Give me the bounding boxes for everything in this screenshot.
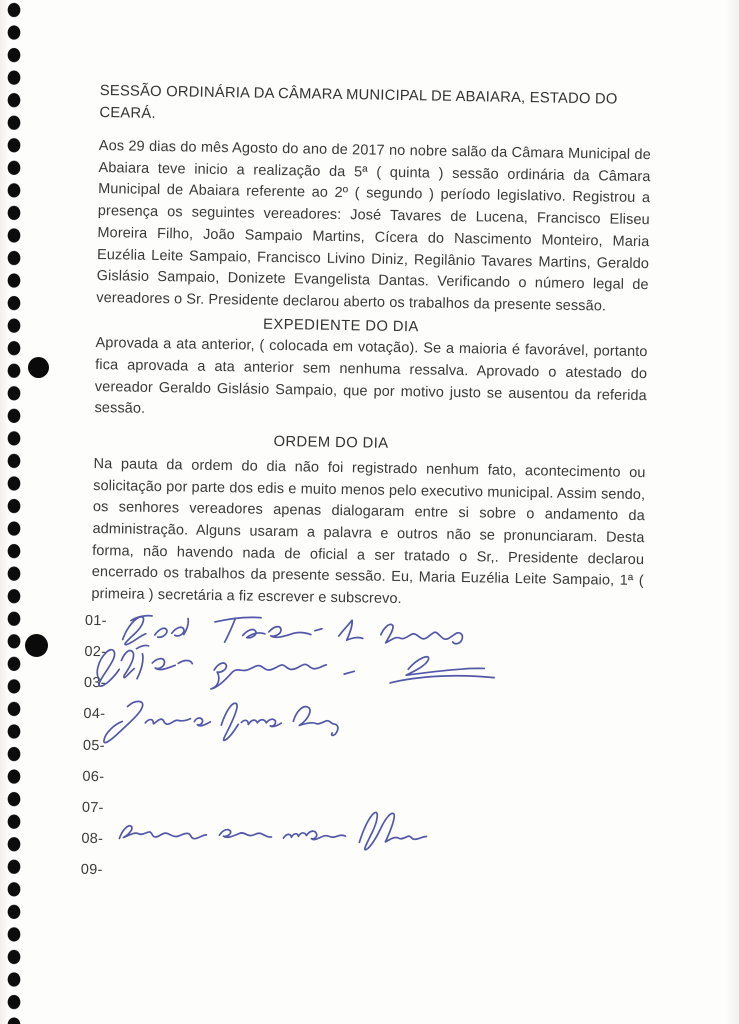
signature-line-label: 07- bbox=[81, 799, 104, 817]
signature-line-label: 02- bbox=[84, 643, 107, 661]
section-body-ordem: Na pauta da ordem do dia não foi registrado nenhum fato, acontecimento ou solicitação por parte dos edis e muito menos pelo executivo municipal. Assim sendo, os senhores vereadores apenas dialogaram entre si sobre o andamento da administração. Alguns usaram a palavra e outros não se pronunciaram. Desta forma, não havendo nada de oficial a ser tratado o Sr,. Presidente declarou encerrado os trabalhos da presente sessão. Eu, Maria Euzélia Leite Sampaio, 1ª ( primeira ) secretária a fiz escrever e subscrevo. bbox=[91, 455, 646, 608]
document-title: SESSÃO ORDINÁRIA DA CÂMARA MUNICIPAL DE ABAIARA, ESTADO DO CEARÁ. bbox=[99, 82, 618, 122]
opening-paragraph: Aos 29 dias do mês Agosto do ano de 2017 no nobre salão da Câmara Municipal de Abaiara teve inicio a realização da 5ª ( quinta ) sessão ordinária da Câmara Municipal de Abaiara referente ao 2º ( segundo ) período legislativo. Registrou a presença os seguintes vereadores: José Tavares de Lucena, Francisco Eliseu Moreira Filho, João Sampaio Martins, Cícera do Nascimento Monteiro, Maria Euzélia Leite Sampaio, Francisco Livino Diniz, Regilânio Tavares Martins, Geraldo Gislásio Sampaio, Donizete Evangelista Dantas. Verificando o número legal de vereadores o Sr. Presidente declarou aberto os trabalhos da presente sessão. bbox=[96, 137, 651, 315]
signature-line-08-scribble bbox=[113, 802, 449, 866]
binding-holes bbox=[5, 0, 25, 1024]
signature-line-label: 04- bbox=[83, 706, 106, 723]
signature-line-label: 03- bbox=[83, 674, 106, 692]
punch-hole-middle bbox=[25, 634, 48, 657]
signature-line-label: 08- bbox=[81, 830, 104, 848]
signature-line-label: 01- bbox=[84, 612, 107, 629]
section-body-expediente: Aprovada a ata anterior, ( colocada em votação). Se a maioria é favorável, portanto fica aprovada a ata anterior sem nenhuma ressalva. Aprovado o atestado do vereador Geraldo Gislásio Sampaio, que por motivo justo se ausentou da referida sessão. bbox=[94, 335, 648, 418]
signature-line-label: 05- bbox=[82, 737, 105, 754]
section-heading-expediente: EXPEDIENTE DO DIA bbox=[262, 316, 419, 335]
signature-line-label: 09- bbox=[80, 862, 103, 879]
signature-line-04-scribble bbox=[97, 692, 343, 754]
punch-hole-top bbox=[28, 357, 49, 378]
document-content bbox=[80, 78, 652, 900]
section-heading-ordem: ORDEM DO DIA bbox=[273, 434, 389, 452]
signature-line-label: 06- bbox=[82, 768, 105, 785]
